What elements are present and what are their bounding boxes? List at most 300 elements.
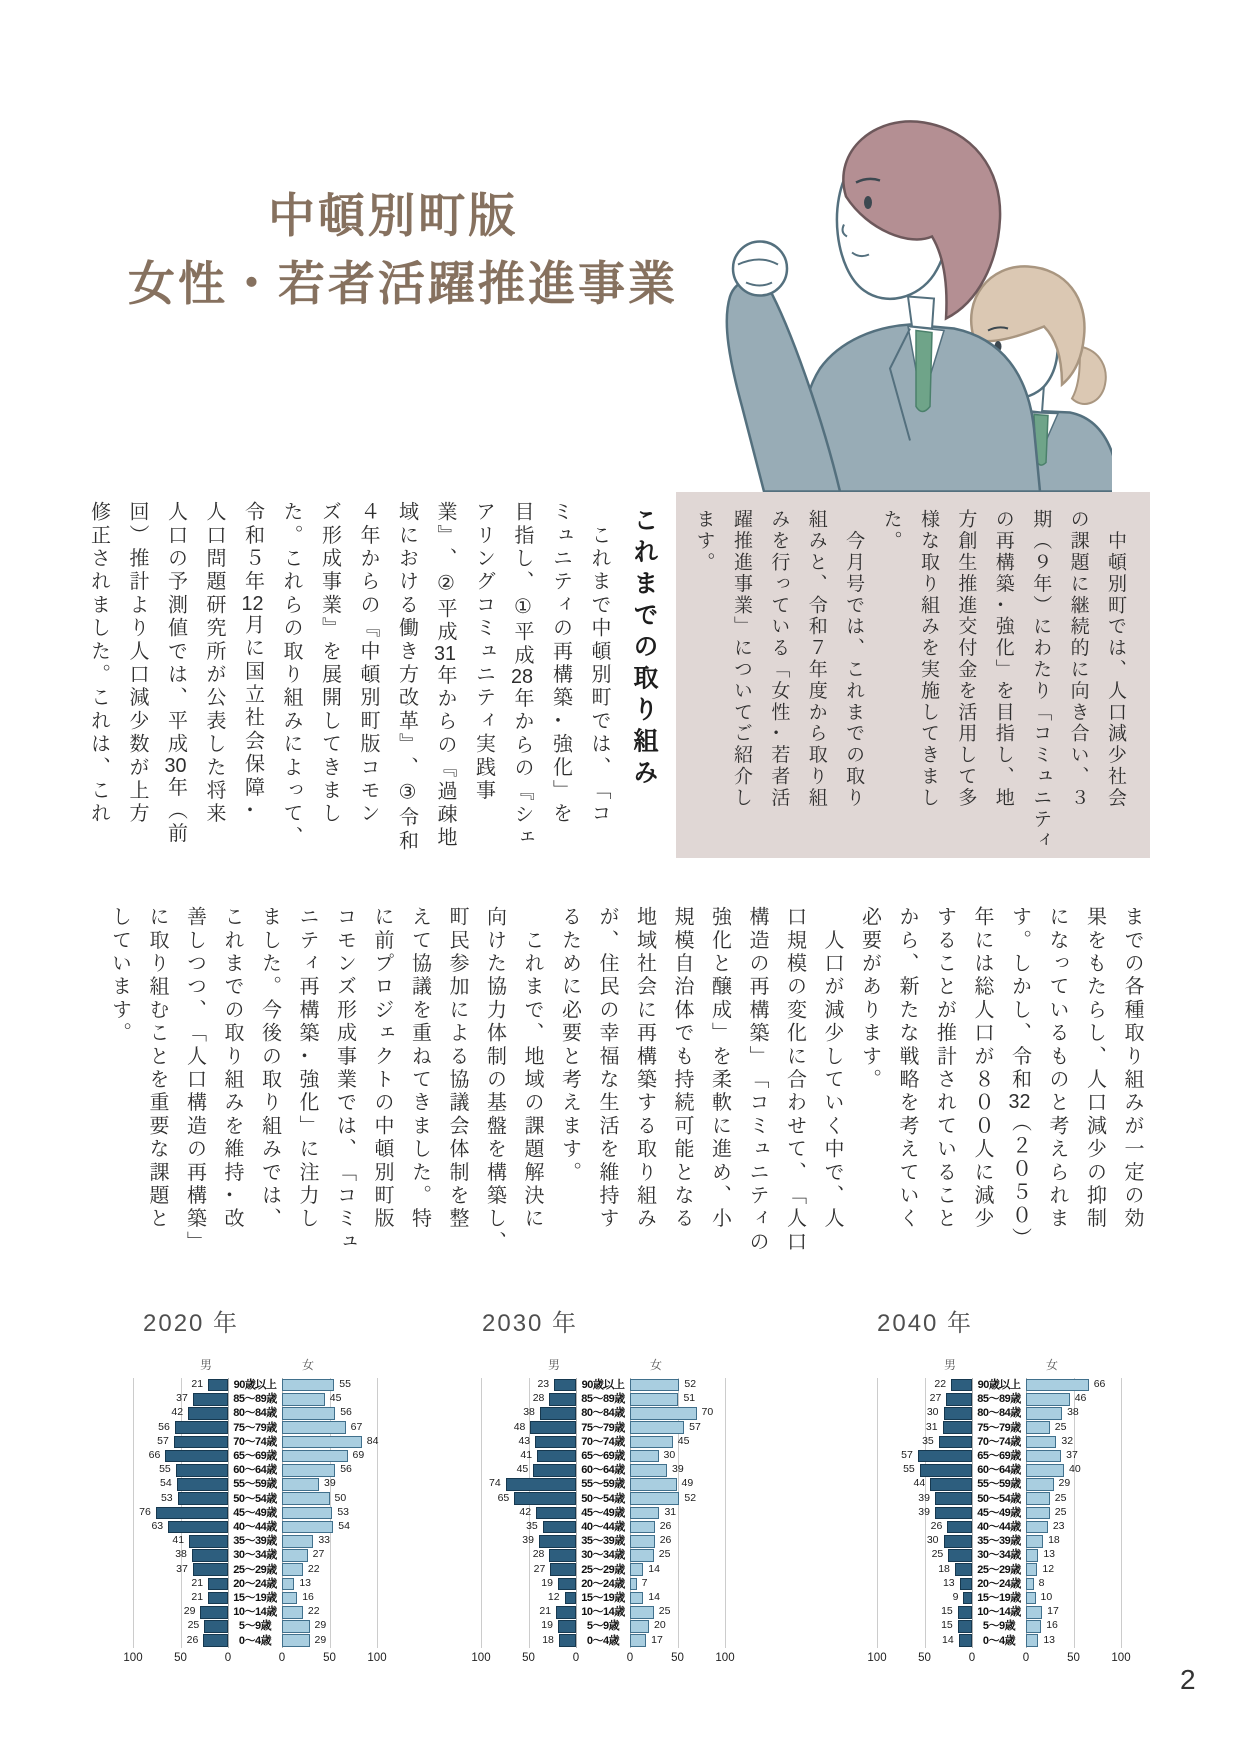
bar-male [944,1535,973,1548]
bar-value-female: 37 [1066,1449,1078,1461]
bar-male [920,1464,972,1477]
bar-value-male: 21 [191,1591,204,1603]
bar-value-male: 38 [523,1406,535,1419]
chart-title: 2020 年 [143,1310,240,1337]
pyramid [123,1356,387,1672]
bar-male [554,1379,576,1392]
bar-value-female: 25 [1054,1505,1067,1518]
age-label: 10～14歳 [233,1606,277,1619]
bar-value-female: 14 [648,1562,660,1575]
gridline [877,1378,878,1648]
bar-female [630,1450,659,1463]
age-label: 70～74歳 [977,1435,1021,1448]
age-label: 45～49歳 [977,1506,1021,1519]
bar-value-male: 18 [938,1562,950,1575]
bar-value-male: 76 [139,1505,151,1518]
bar-female [1026,1535,1043,1548]
bar-value-male: 55 [903,1463,915,1476]
bar-value-male: 45 [516,1463,529,1476]
axis-tick: 50 [323,1652,336,1664]
bar-male [188,1407,228,1420]
bar-female [1026,1606,1042,1619]
bar-value-male: 53 [160,1491,173,1504]
age-label: 0～4歳 [982,1634,1016,1647]
bar-value-male: 12 [547,1591,560,1603]
bar-male [208,1592,228,1605]
age-label: 55～59歳 [581,1478,625,1491]
age-label: 25～29歳 [233,1563,277,1576]
age-label: 80～84歳 [233,1407,277,1420]
bar-female [282,1464,335,1477]
bar-value-female: 57 [689,1420,701,1433]
age-label: 0～4歳 [586,1634,620,1647]
bar-male [565,1592,576,1605]
bar-value-male: 35 [526,1520,538,1532]
bar-male [177,1478,228,1491]
bar-male [200,1606,228,1619]
bar-value-female: 25 [658,1548,671,1561]
bar-female [630,1492,679,1505]
axis-tick: 0 [968,1652,976,1664]
axis-tick: 0 [1022,1652,1030,1664]
bar-value-female: 51 [683,1392,696,1405]
bar-male [203,1634,228,1647]
bar-female [630,1393,678,1406]
age-label: 10～14歳 [581,1606,625,1619]
age-label: 90歳以上 [977,1379,1021,1391]
bar-value-male: 43 [518,1434,531,1447]
bar-value-female: 56 [340,1406,352,1419]
bar-value-male: 42 [171,1406,184,1419]
rows [480,1378,726,1648]
bar-male [558,1620,576,1633]
bar-value-female: 10 [1040,1591,1053,1603]
bar-male [208,1578,228,1591]
bar-female [1026,1492,1050,1505]
axis-tick: 100 [471,1652,491,1664]
age-label: 0～4歳 [238,1634,272,1647]
bar-value-male: 30 [926,1534,939,1547]
axis-tick: 0 [572,1652,580,1664]
age-label: 85～89歳 [581,1393,625,1406]
bar-male [208,1379,228,1392]
bar-female [282,1492,330,1505]
bar-value-female: 13 [1043,1548,1056,1561]
bar-female [1026,1407,1062,1420]
bar-female [282,1521,333,1534]
bar-male [948,1549,972,1562]
bar-female [282,1379,334,1392]
male-label: 男 [548,1358,561,1372]
bar-value-female: 27 [312,1548,325,1561]
section-heading: これまでの取り組み [630,507,658,791]
axis-tick: 0 [278,1652,286,1664]
bar-female [282,1478,319,1491]
bar-female [1026,1634,1038,1647]
bar-female [282,1407,335,1420]
female-label: 女 [302,1358,315,1372]
gridline [481,1378,482,1648]
bar-value-female: 20 [654,1619,666,1632]
bar-value-female: 18 [1048,1534,1060,1547]
bar-value-male: 44 [913,1477,926,1490]
bar-male [951,1379,972,1392]
bar-female [282,1563,303,1576]
bar-male [943,1421,972,1434]
bar-male [550,1563,576,1576]
bar-value-female: 56 [340,1463,352,1476]
bar-value-female: 31 [664,1505,677,1518]
age-label: 90歳以上 [581,1379,625,1391]
bar-value-female: 32 [1061,1434,1074,1447]
bar-value-male: 31 [925,1420,938,1433]
age-label: 75～79歳 [233,1421,277,1434]
bar-value-female: 52 [684,1378,697,1390]
bar-value-male: 14 [942,1633,954,1646]
bar-female [282,1535,313,1548]
bar-male [189,1535,228,1548]
bar-female [1026,1478,1054,1491]
age-label: 85～89歳 [233,1393,277,1406]
bar-female [630,1578,637,1591]
age-label: 50～54歳 [581,1492,625,1505]
bar-male [156,1507,228,1520]
bar-male [947,1521,972,1534]
bar-value-female: 67 [350,1420,363,1433]
bar-value-female: 38 [1067,1406,1079,1419]
bar-value-male: 56 [158,1420,170,1433]
age-label: 45～49歳 [581,1506,625,1519]
bar-value-female: 26 [659,1520,672,1532]
bar-value-female: 25 [658,1605,671,1618]
bar-female [282,1393,325,1406]
female-label: 女 [650,1358,663,1372]
bar-male [176,1464,228,1477]
bar-female [630,1521,655,1534]
bar-female [1026,1379,1089,1392]
bar-value-female: 23 [1052,1520,1065,1532]
bar-value-female: 33 [318,1534,331,1547]
bar-female [630,1592,643,1605]
bar-male [530,1421,576,1434]
age-label: 20～24歳 [581,1577,625,1590]
age-label: 20～24歳 [233,1577,277,1590]
axis-tick: 100 [367,1652,387,1664]
bar-male [930,1478,972,1491]
bar-female [1026,1620,1041,1633]
bar-female [1026,1521,1048,1534]
page-title-line2: 女性・若者活躍推進事業 [128,256,678,310]
page-number: 2 [1180,1664,1196,1695]
bar-value-male: 39 [522,1534,534,1547]
bar-value-female: 50 [334,1491,347,1504]
bar-female [630,1563,643,1576]
bar-value-female: 16 [1046,1619,1058,1632]
bar-male [944,1407,973,1420]
age-label: 35～39歳 [233,1535,277,1548]
bar-value-male: 39 [918,1491,930,1504]
bar-value-male: 27 [533,1562,546,1575]
bar-female [1026,1450,1061,1463]
bar-value-female: 14 [648,1591,660,1603]
bar-value-male: 21 [191,1378,204,1390]
age-label: 20～24歳 [977,1577,1021,1590]
age-label: 40～44歳 [581,1521,625,1533]
bar-male [174,1436,228,1449]
bar-value-male: 28 [532,1392,545,1405]
bar-value-male: 63 [151,1520,164,1532]
intro-box [676,492,1150,858]
bar-female [1026,1421,1050,1434]
page-title-line1: 中頓別町版 [268,189,518,242]
bar-male [537,1450,576,1463]
bar-value-male: 22 [934,1378,947,1390]
chart-title: 2040 年 [877,1310,974,1337]
bar-male [506,1478,576,1491]
bar-male [960,1578,972,1591]
bar-female [1026,1592,1036,1605]
bar-female [630,1620,649,1633]
age-label: 85～89歳 [977,1393,1021,1406]
bar-male [558,1578,576,1591]
age-label: 15～19歳 [233,1592,277,1604]
bar-value-female: 54 [338,1520,350,1532]
bar-value-female: 17 [651,1633,663,1646]
bar-value-male: 66 [148,1449,161,1461]
bar-value-male: 39 [918,1505,930,1518]
bar-female [630,1436,673,1449]
age-label: 60～64歳 [977,1464,1021,1477]
bar-male [535,1436,576,1449]
bar-male [533,1464,576,1477]
bar-male [165,1450,228,1463]
bar-female [630,1421,684,1434]
rows [132,1378,378,1648]
age-label: 50～54歳 [233,1492,277,1505]
body-text-2: までの各種取り組みが一定の効 果をもたらし、人口減少の抑制 になっているものと考えられま す。しかし、令和32（２０５０） 年には総人口が８００人に減少 することが推計されていること から、新たな戦略を考えていく 必要があります。 人口が減少していく中で、人 口規模の変化に合わせて、「人口 構造の再構築」「コミュニティの 強化と醸成」を柔軟に進め、小 規模自治体でも持続可能となる 地域社会に再構築する取り組み が、住民の幸福な生活を維持す るために必要と考えます。 これまで、地域の課題解決に 向けた協力体制の基盤を構築し、 町民参加による協議会体制を整 えて協議を重ねてきました。特 に前プロジェクトの中頓別町版 コモンズ形成事業では、「コミュ ニティ再構築・強化」に注力し ました。今後の取り組みでは、 これまでの取り組みを維持・改 善しつつ、「人口構造の再構築」 に取り組むことを重要な課題と しています。 [108,906,1143,1254]
age-label: 75～79歳 [581,1421,625,1434]
bar-female [630,1464,667,1477]
bar-female [630,1606,654,1619]
bar-value-male: 21 [539,1605,552,1618]
bar-male [918,1450,972,1463]
bar-value-female: 84 [366,1434,379,1447]
bar-value-female: 39 [324,1477,336,1490]
bar-value-female: 39 [672,1463,684,1476]
bar-value-male: 55 [159,1463,171,1476]
age-label: 35～39歳 [977,1535,1021,1548]
bar-value-female: 30 [663,1449,676,1461]
male-label: 男 [944,1358,957,1372]
age-label: 60～64歳 [581,1464,625,1477]
bar-value-female: 29 [1058,1477,1071,1490]
age-label: 30～34歳 [581,1549,625,1562]
bar-female [630,1535,655,1548]
bar-value-male: 29 [183,1605,196,1618]
age-label: 10～14歳 [977,1606,1021,1619]
gridline [1121,1378,1122,1648]
bar-value-male: 27 [929,1392,942,1405]
age-label: 65～69歳 [977,1450,1021,1462]
bar-value-male: 37 [176,1562,188,1575]
page-title [128,182,678,317]
bar-value-female: 7 [641,1576,648,1589]
bar-value-male: 15 [941,1619,953,1632]
bar-value-male: 41 [172,1534,185,1547]
age-label: 35～39歳 [581,1535,625,1548]
bar-male [958,1620,972,1633]
bar-male [193,1393,228,1406]
bar-value-female: 29 [314,1619,327,1632]
bar-female [630,1634,646,1647]
pyramid [471,1356,735,1672]
bar-male [559,1634,576,1647]
bar-female [282,1436,362,1449]
female-label: 女 [1046,1358,1059,1372]
bar-male [549,1549,576,1562]
bar-male [955,1563,972,1576]
male-label: 男 [200,1358,213,1372]
age-label: 45～49歳 [233,1506,277,1519]
bar-value-male: 65 [497,1491,510,1504]
age-label: 5～9歳 [982,1620,1016,1633]
bar-value-male: 48 [513,1420,526,1433]
age-label: 5～9歳 [238,1620,272,1633]
bar-value-female: 70 [701,1406,714,1419]
bar-value-male: 28 [532,1548,545,1561]
axis-tick: 100 [123,1652,143,1664]
age-label: 60～64歳 [233,1464,277,1477]
bar-value-male: 23 [537,1378,550,1390]
people-illustration [672,106,1112,492]
bar-male [193,1563,228,1576]
bar-male [946,1393,972,1406]
age-label: 65～69歳 [581,1450,625,1462]
bar-female [630,1407,697,1420]
bar-value-male: 25 [931,1548,944,1561]
bar-female [282,1606,303,1619]
age-label: 75～79歳 [977,1421,1021,1434]
bar-value-female: 52 [684,1491,697,1504]
bar-value-female: 13 [1043,1633,1056,1646]
axis-tick: 50 [174,1652,187,1664]
bar-male [939,1436,972,1449]
bar-female [282,1549,308,1562]
intro-text: 中頓別町では、人口減少社会 の課題に継続的に向き合い、３ 期（９年）にわたり「コミュニティ の再構築・強化」を目指し、地 方創生推進交付金を活用して多 様な取り組みを実施してきまし た。 今月号では、これまでの取り 組みと、令和７年度から取り組 みを行っている「女性・若者活 躍推進事業」についてご紹介し ます。 [693,509,1126,852]
age-label: 70～74歳 [581,1435,625,1448]
bar-value-female: 12 [1042,1562,1055,1575]
bar-value-male: 9 [952,1591,959,1603]
bar-value-female: 29 [314,1633,327,1646]
bar-value-male: 41 [520,1449,533,1461]
age-label: 25～29歳 [977,1563,1021,1576]
bar-value-female: 8 [1038,1576,1045,1589]
bar-male [539,1535,576,1548]
pyramid [867,1356,1131,1672]
bar-value-male: 26 [930,1520,943,1532]
bar-male [556,1606,576,1619]
bar-value-female: 17 [1047,1605,1059,1618]
bar-female [1026,1563,1037,1576]
bar-female [630,1478,677,1491]
bar-female [282,1592,297,1605]
bar-value-female: 40 [1069,1463,1081,1476]
bar-value-female: 26 [659,1534,672,1547]
bar-value-male: 13 [942,1576,955,1589]
bar-value-male: 21 [191,1576,204,1589]
bar-male [935,1507,972,1520]
gridline [377,1378,378,1648]
bar-female [630,1549,654,1562]
bar-male [935,1492,972,1505]
axis-tick: 50 [918,1652,931,1664]
age-label: 55～59歳 [977,1478,1021,1491]
axis-tick: 100 [1111,1652,1131,1664]
axis-tick: 0 [626,1652,634,1664]
bar-value-male: 54 [160,1477,172,1490]
bar-value-female: 16 [302,1591,314,1603]
bar-female [1026,1464,1064,1477]
bar-female [1026,1578,1034,1591]
age-label: 40～44歳 [977,1521,1021,1533]
bar-value-female: 13 [299,1576,312,1589]
bar-male [178,1492,228,1505]
age-label: 80～84歳 [581,1407,625,1420]
gridline [725,1378,726,1648]
age-label: 70～74歳 [233,1435,277,1448]
bar-female [630,1507,659,1520]
bar-value-male: 37 [176,1392,188,1405]
axis-tick: 50 [671,1652,684,1664]
bar-value-female: 45 [329,1392,342,1405]
axis-tick: 100 [715,1652,735,1664]
bar-value-male: 57 [901,1449,913,1461]
chart-title: 2030 年 [482,1310,579,1337]
bar-female [282,1620,310,1633]
bar-value-male: 57 [157,1434,169,1447]
bar-value-male: 25 [187,1619,200,1632]
rows [876,1378,1122,1648]
bar-value-male: 74 [489,1477,501,1490]
bar-female [282,1421,346,1434]
bar-female [282,1507,332,1520]
bar-male [540,1407,576,1420]
bar-male [514,1492,576,1505]
bar-value-male: 42 [519,1505,532,1518]
age-label: 5～9歳 [586,1620,620,1633]
bar-female [1026,1393,1070,1406]
bar-value-female: 49 [681,1477,694,1490]
bar-male [959,1634,972,1647]
bar-male [543,1521,576,1534]
bar-value-male: 18 [542,1633,554,1646]
age-label: 50～54歳 [977,1492,1021,1505]
bar-value-male: 19 [541,1576,553,1589]
age-label: 80～84歳 [977,1407,1021,1420]
bar-male [175,1421,228,1434]
bar-value-female: 55 [339,1378,351,1390]
bar-female [1026,1549,1038,1562]
bar-value-female: 22 [307,1605,320,1618]
bar-female [1026,1436,1056,1449]
age-label: 40～44歳 [233,1521,277,1533]
bar-female [282,1578,294,1591]
bar-female [1026,1507,1050,1520]
bar-value-male: 38 [175,1548,187,1561]
age-label: 65～69歳 [233,1450,277,1462]
bar-value-female: 69 [352,1449,365,1461]
bar-value-female: 25 [1054,1420,1067,1433]
